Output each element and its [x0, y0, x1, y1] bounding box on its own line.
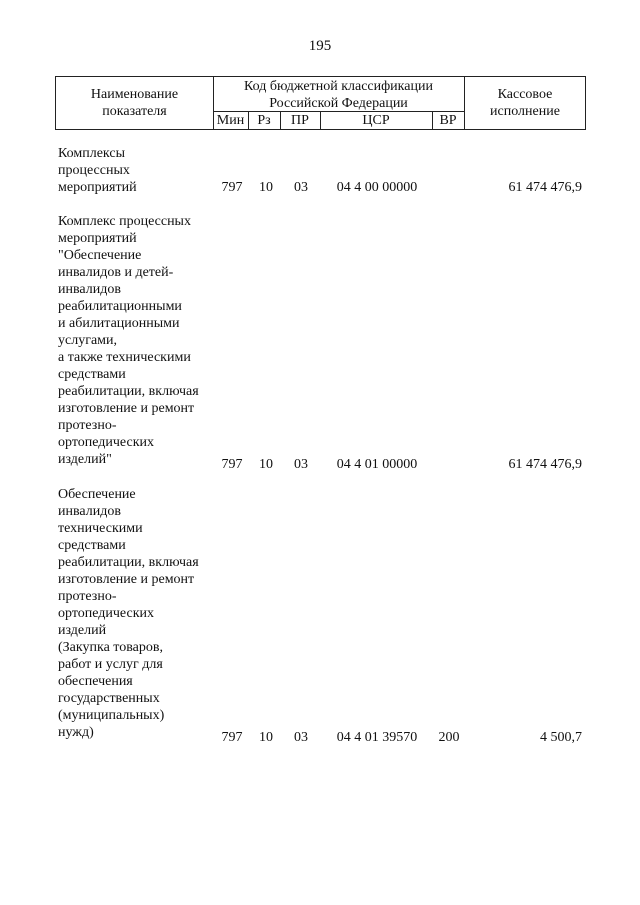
- row-pr: 03: [294, 730, 308, 745]
- page-number: 195: [308, 38, 332, 54]
- row-name: Комплекс процессных мероприятий "Обеспечение инвалидов и детей- инвалидов реабилитационными и абилитационными услугами, а также техническими средствами реабилитации, включая изготовление и ремонт протезно- ортопедических изделий": [58, 214, 199, 467]
- row-min: 797: [221, 457, 243, 472]
- row-amount: 61 474 476,9: [508, 457, 582, 472]
- header-min: Мин: [216, 113, 245, 128]
- row-pr: 03: [294, 457, 308, 472]
- row-name: Обеспечение инвалидов техническими средствами реабилитации, включая изготовление и ремонт протезно- ортопедических изделий (Закупка товаров, работ и услуг для обеспечения государственных (муниципальных) нужд): [58, 487, 199, 740]
- row-pr: 03: [294, 180, 308, 195]
- header-rz: Рз: [257, 113, 271, 128]
- row-amount: 61 474 476,9: [508, 180, 582, 195]
- row-amount: 4 500,7: [540, 730, 582, 745]
- row-min: 797: [221, 180, 243, 195]
- header-name-column: Наименование показателя: [90, 87, 179, 119]
- header-amount-column: Кассовое исполнение: [490, 87, 560, 119]
- row-csr: 04 4 01 39570: [336, 730, 418, 745]
- row-rz: 10: [259, 180, 273, 195]
- row-vr: 200: [438, 730, 460, 745]
- row-csr: 04 4 01 00000: [336, 457, 418, 472]
- row-rz: 10: [259, 730, 273, 745]
- header-pr: ПР: [291, 113, 309, 128]
- header-code-group: Код бюджетной классификации Российской Федерации: [244, 79, 433, 111]
- table-header: [55, 76, 586, 130]
- header-vr: ВР: [439, 113, 457, 128]
- row-min: 797: [221, 730, 243, 745]
- row-rz: 10: [259, 457, 273, 472]
- row-name: Комплексы процессных мероприятий: [58, 146, 137, 195]
- header-csr: ЦСР: [362, 113, 390, 128]
- row-csr: 04 4 00 00000: [336, 180, 418, 195]
